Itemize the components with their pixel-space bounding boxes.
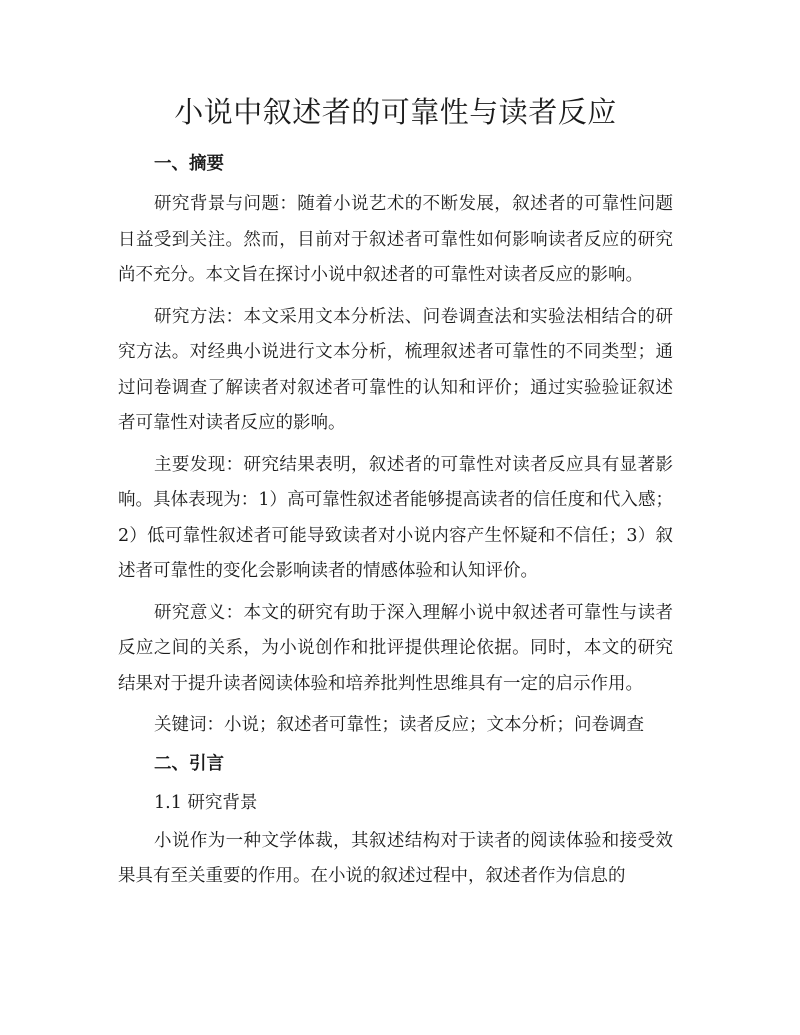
document-page [118, 90, 673, 901]
abstract-paragraph-findings: 主要发现：研究结果表明，叙述者的可靠性对读者反应具有显著影响。具体表现为：1）高可靠性叙述者能够提高读者的信任度和代入感；2）低可靠性叙述者可能导致读者对小说内容产生怀疑和不信任；3）叙述者可靠性的变化会影响读者的情感体验和认知评价。 [118, 454, 673, 581]
abstract-heading: 一、摘要 [154, 154, 224, 174]
section-1-1-heading: 1.1 研究背景 [154, 792, 258, 813]
abstract-paragraph-methods: 研究方法：本文采用文本分析法、问卷调查法和实验法相结合的研究方法。对经典小说进行文本分析，梳理叙述者可靠性的不同类型；通过问卷调查了解读者对叙述者可靠性的认知和评价；通过实验验证叙述者可靠性对读者反应的影响。 [118, 306, 673, 433]
abstract-paragraph-significance: 研究意义：本文的研究有助于深入理解小说中叙述者可靠性与读者反应之间的关系，为小说创作和批评提供理论依据。同时，本文的研究结果对于提升读者阅读体验和培养批判性思维具有一定的启示作用。 [118, 602, 673, 694]
abstract-paragraph-background: 研究背景与问题：随着小说艺术的不断发展，叙述者的可靠性问题日益受到关注。然而，目前对于叙述者可靠性如何影响读者反应的研究尚不充分。本文旨在探讨小说中叙述者的可靠性对读者反应的影响。 [118, 194, 673, 285]
intro-heading: 二、引言 [154, 753, 224, 774]
keywords-line: 关键词：小说；叙述者可靠性；读者反应；文本分析；问卷调查 [154, 715, 644, 735]
intro-paragraph: 小说作为一种文学体裁，其叙述结构对于读者的阅读体验和接受效果具有至关重要的作用。在小说的叙述过程中，叙述者作为信息的 [118, 830, 673, 886]
document-title: 小说中叙述者的可靠性与读者反应 [174, 95, 617, 129]
